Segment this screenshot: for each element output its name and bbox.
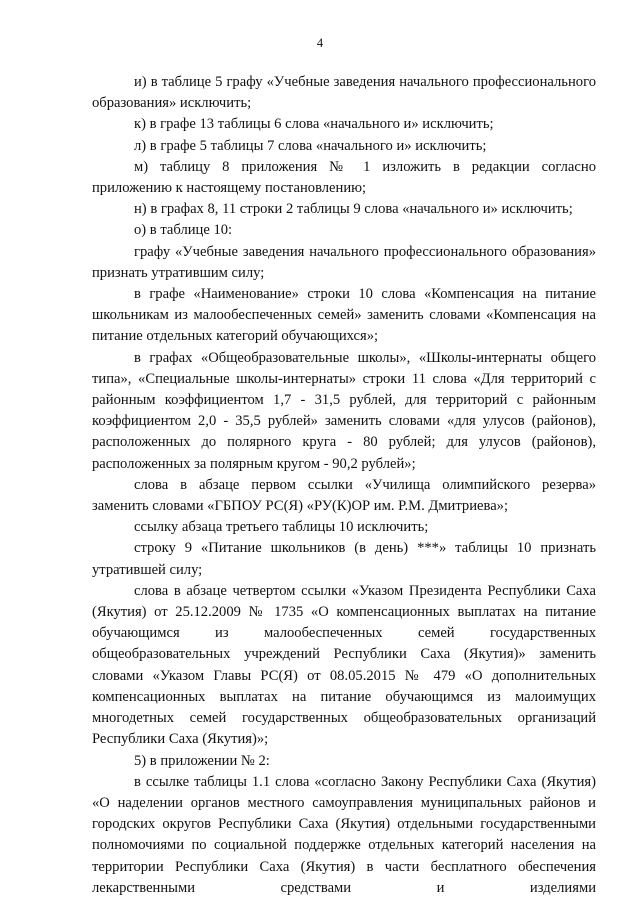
paragraph-appendix-2: 5) в приложении № 2: xyxy=(134,752,270,769)
paragraph-item-k: к) в графе 13 таблицы 6 слова «начального и» исключить; xyxy=(134,116,494,133)
paragraph-table-1-1-reference: в ссылке таблицы 1.1 слова «согласно Закону Республики Саха (Якутия) «О наделении органов местного самоуправления муниципальных районов и городских округов Республики Саха (Якутия) отдельными государственными полномочиями по социальной поддержке отдельных категорий населения на территории Республики Саха (Якутия) в части бесплатного обеспечения лекарственными средствами и изделиями xyxy=(92,773,596,896)
paragraph-item-n: н) в графах 8, 11 строки 2 таблицы 9 слова «начального и» исключить; xyxy=(134,201,573,218)
paragraph-item-m: м) таблицу 8 приложения № 1 изложить в редакции согласно приложению к настоящему постановлению; xyxy=(92,158,596,197)
paragraph-column-repeal: графу «Учебные заведения начального профессионального образования» признать утратившим силу; xyxy=(92,243,596,281)
paragraph-schools-row-11: в графах «Общеобразовательные школы», «Школы-интернаты общего типа», «Специальные школы-интернаты» строки 11 слова «Для территорий с районным коэффициентом 1,7 - 31,5 рублей, для территорий с районным коэффициентом 2,0 - 35,5 рублей» заменить словами «для улусов (районов), расположенных до полярного круга - 80 рублей; для улусов (районов), расположенных за полярным кругом - 90,2 рублей»; xyxy=(92,349,596,472)
paragraph-item-i: и) в таблице 5 графу «Учебные заведения начального профессионального образования» исключить; xyxy=(92,74,596,112)
page-number: 4 xyxy=(316,36,324,50)
paragraph-remove-reference: ссылку абзаца третьего таблицы 10 исключить; xyxy=(134,519,429,536)
paragraph-name-column-row-10: в графе «Наименование» строки 10 слова «Компенсация на питание школьникам из малообеспеченных семей» заменить словами «Компенсация на питание отдельных категорий обучающихся»; xyxy=(92,286,596,345)
document-body xyxy=(92,72,596,899)
paragraph-item-l: л) в графе 5 таблицы 7 слова «начального и» исключить; xyxy=(134,137,487,154)
paragraph-decree-replacement: слова в абзаце четвертом ссылки «Указом Президента Республики Саха (Якутия) от 25.12.2009 № 1735 «О компенсационных выплатах на питание обучающимся из малообеспеченных семей государственных общеобразовательных учреждений Республики Саха (Якутия)» заменить словами «Указом Главы РС(Я) от 08.05.2015 № 479 «О дополнительных компенсационных выплатах на питание обучающимся из малоимущих многодетных семей государственных общеобразовательных организаций Республики Саха (Якутия)»; xyxy=(92,582,596,748)
paragraph-item-o: о) в таблице 10: xyxy=(134,222,233,239)
paragraph-olympic-reserve: слова в абзаце первом ссылки «Училища олимпийского резерва» заменить словами «ГБПОУ РС(Я) «РУ(К)ОР им. Р.М. Дмитриева»; xyxy=(92,476,596,515)
paragraph-row-9-repeal: строку 9 «Питание школьников (в день) ***» таблицы 10 признать утратившей силу; xyxy=(92,540,596,578)
